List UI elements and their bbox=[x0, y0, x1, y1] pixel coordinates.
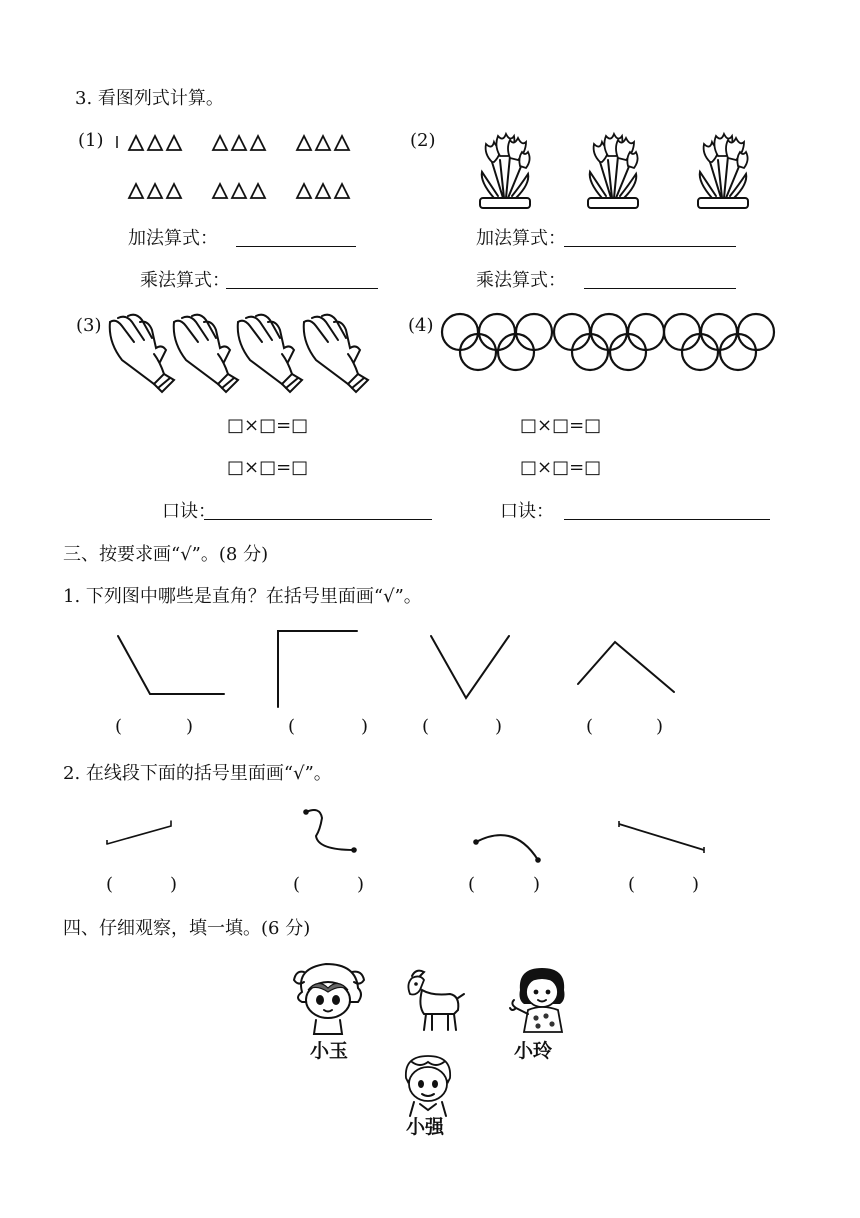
q1-paren-open-1: ( bbox=[115, 716, 123, 737]
triangle-shape bbox=[232, 184, 246, 198]
problem3-label: (3) bbox=[76, 315, 102, 336]
name-xiaoqiang: 小强 bbox=[406, 1116, 445, 1138]
triangle-group-figure bbox=[115, 128, 365, 208]
q1-paren-open-4: ( bbox=[586, 716, 594, 737]
triangle-shape bbox=[129, 136, 143, 150]
triangle-shape bbox=[129, 184, 143, 198]
triangle-shape bbox=[213, 184, 227, 198]
hands-figure bbox=[104, 312, 384, 397]
problem2-add-label: 加法算式： bbox=[476, 228, 566, 249]
q1-answer-slot-2[interactable] bbox=[300, 716, 358, 738]
q2-answer-slot-3[interactable] bbox=[480, 874, 530, 896]
problem1-add-label: 加法算式： bbox=[128, 228, 218, 249]
problem3-koujue-label: 口诀： bbox=[162, 501, 216, 522]
problem2-mul-answer-line[interactable] bbox=[584, 288, 736, 289]
angle-figure-3 bbox=[425, 630, 515, 702]
q1-answer-slot-4[interactable] bbox=[598, 716, 653, 738]
boy-xiaoqiang-figure bbox=[398, 1052, 460, 1118]
girl-xiaoling-figure bbox=[508, 964, 576, 1036]
triangle-shape bbox=[316, 136, 330, 150]
triangle-shape bbox=[335, 184, 349, 198]
problem2-label: (2) bbox=[410, 130, 436, 151]
line-figure-4-segment bbox=[614, 818, 710, 856]
q1-answer-slot-1[interactable] bbox=[127, 716, 183, 738]
q2-answer-slot-1[interactable] bbox=[118, 874, 168, 896]
problem1-mul-answer-line[interactable] bbox=[226, 288, 378, 289]
triangle-shape bbox=[251, 136, 265, 150]
q2-paren-close-1: ) bbox=[170, 874, 178, 895]
triangle-shape bbox=[213, 136, 227, 150]
q2-paren-open-1: ( bbox=[106, 874, 114, 895]
line-figure-1-segment bbox=[104, 818, 176, 850]
item3-heading: 3. 看图列式计算。 bbox=[75, 88, 224, 109]
triangle-shape bbox=[335, 136, 349, 150]
problem4-equation-1: □×□=□ bbox=[520, 415, 602, 436]
angle-figure-1 bbox=[110, 628, 230, 703]
part3-q2-text: 2. 在线段下面的括号里面画“√”。 bbox=[63, 763, 332, 784]
line-figure-2-curve bbox=[298, 804, 364, 858]
part4-heading: 四、仔细观察，填一填。(6 分) bbox=[63, 918, 311, 939]
olympic-rings-figure bbox=[438, 312, 778, 382]
problem3-equation-2: □×□=□ bbox=[227, 457, 309, 478]
angle-figure-4 bbox=[572, 636, 682, 698]
triangle-shape bbox=[167, 184, 181, 198]
q2-paren-close-4: ) bbox=[692, 874, 700, 895]
triangle-shape bbox=[251, 184, 265, 198]
problem2-mul-label: 乘法算式： bbox=[476, 270, 566, 291]
triangle-shape bbox=[297, 136, 311, 150]
q1-paren-close-1: ) bbox=[186, 716, 194, 737]
q1-paren-close-2: ) bbox=[361, 716, 369, 737]
problem2-add-answer-line[interactable] bbox=[564, 246, 736, 247]
part3-q1-text: 1. 下列图中哪些是直角？在括号里面画“√”。 bbox=[63, 586, 422, 607]
q1-paren-open-3: ( bbox=[422, 716, 430, 737]
triangle-shape bbox=[148, 136, 162, 150]
line-figure-3-arc bbox=[470, 826, 546, 866]
girl-xiaoyu-figure bbox=[288, 958, 372, 1038]
problem3-equation-1: □×□=□ bbox=[227, 415, 309, 436]
q2-answer-slot-2[interactable] bbox=[305, 874, 355, 896]
goat-figure bbox=[402, 966, 466, 1034]
problem1-add-answer-line[interactable] bbox=[236, 246, 356, 247]
q1-paren-close-4: ) bbox=[656, 716, 664, 737]
triangle-shape bbox=[148, 184, 162, 198]
q2-paren-open-3: ( bbox=[468, 874, 476, 895]
name-xiaoyu: 小玉 bbox=[310, 1040, 349, 1062]
q2-paren-open-4: ( bbox=[628, 874, 636, 895]
q1-answer-slot-3[interactable] bbox=[434, 716, 492, 738]
problem1-label: (1) bbox=[78, 130, 104, 151]
problem4-label: (4) bbox=[408, 315, 434, 336]
part3-heading: 三、按要求画“√”。(8 分) bbox=[63, 544, 269, 565]
angle-figure-2-right-angle bbox=[270, 625, 365, 715]
q2-answer-slot-4[interactable] bbox=[640, 874, 690, 896]
triangle-shape bbox=[167, 136, 181, 150]
flower-pot-figures bbox=[470, 120, 770, 215]
q2-paren-close-2: ) bbox=[357, 874, 365, 895]
q2-paren-close-3: ) bbox=[533, 874, 541, 895]
triangle-shape bbox=[297, 184, 311, 198]
q2-paren-open-2: ( bbox=[293, 874, 301, 895]
name-xiaoling: 小玲 bbox=[514, 1040, 553, 1062]
problem3-koujue-answer-line[interactable] bbox=[204, 519, 432, 520]
problem1-mul-label: 乘法算式： bbox=[140, 270, 230, 291]
q1-paren-close-3: ) bbox=[495, 716, 503, 737]
problem4-koujue-label: 口诀： bbox=[500, 501, 554, 522]
problem4-koujue-answer-line[interactable] bbox=[564, 519, 770, 520]
triangle-shape bbox=[316, 184, 330, 198]
triangle-shape bbox=[232, 136, 246, 150]
problem4-equation-2: □×□=□ bbox=[520, 457, 602, 478]
q1-paren-open-2: ( bbox=[288, 716, 296, 737]
